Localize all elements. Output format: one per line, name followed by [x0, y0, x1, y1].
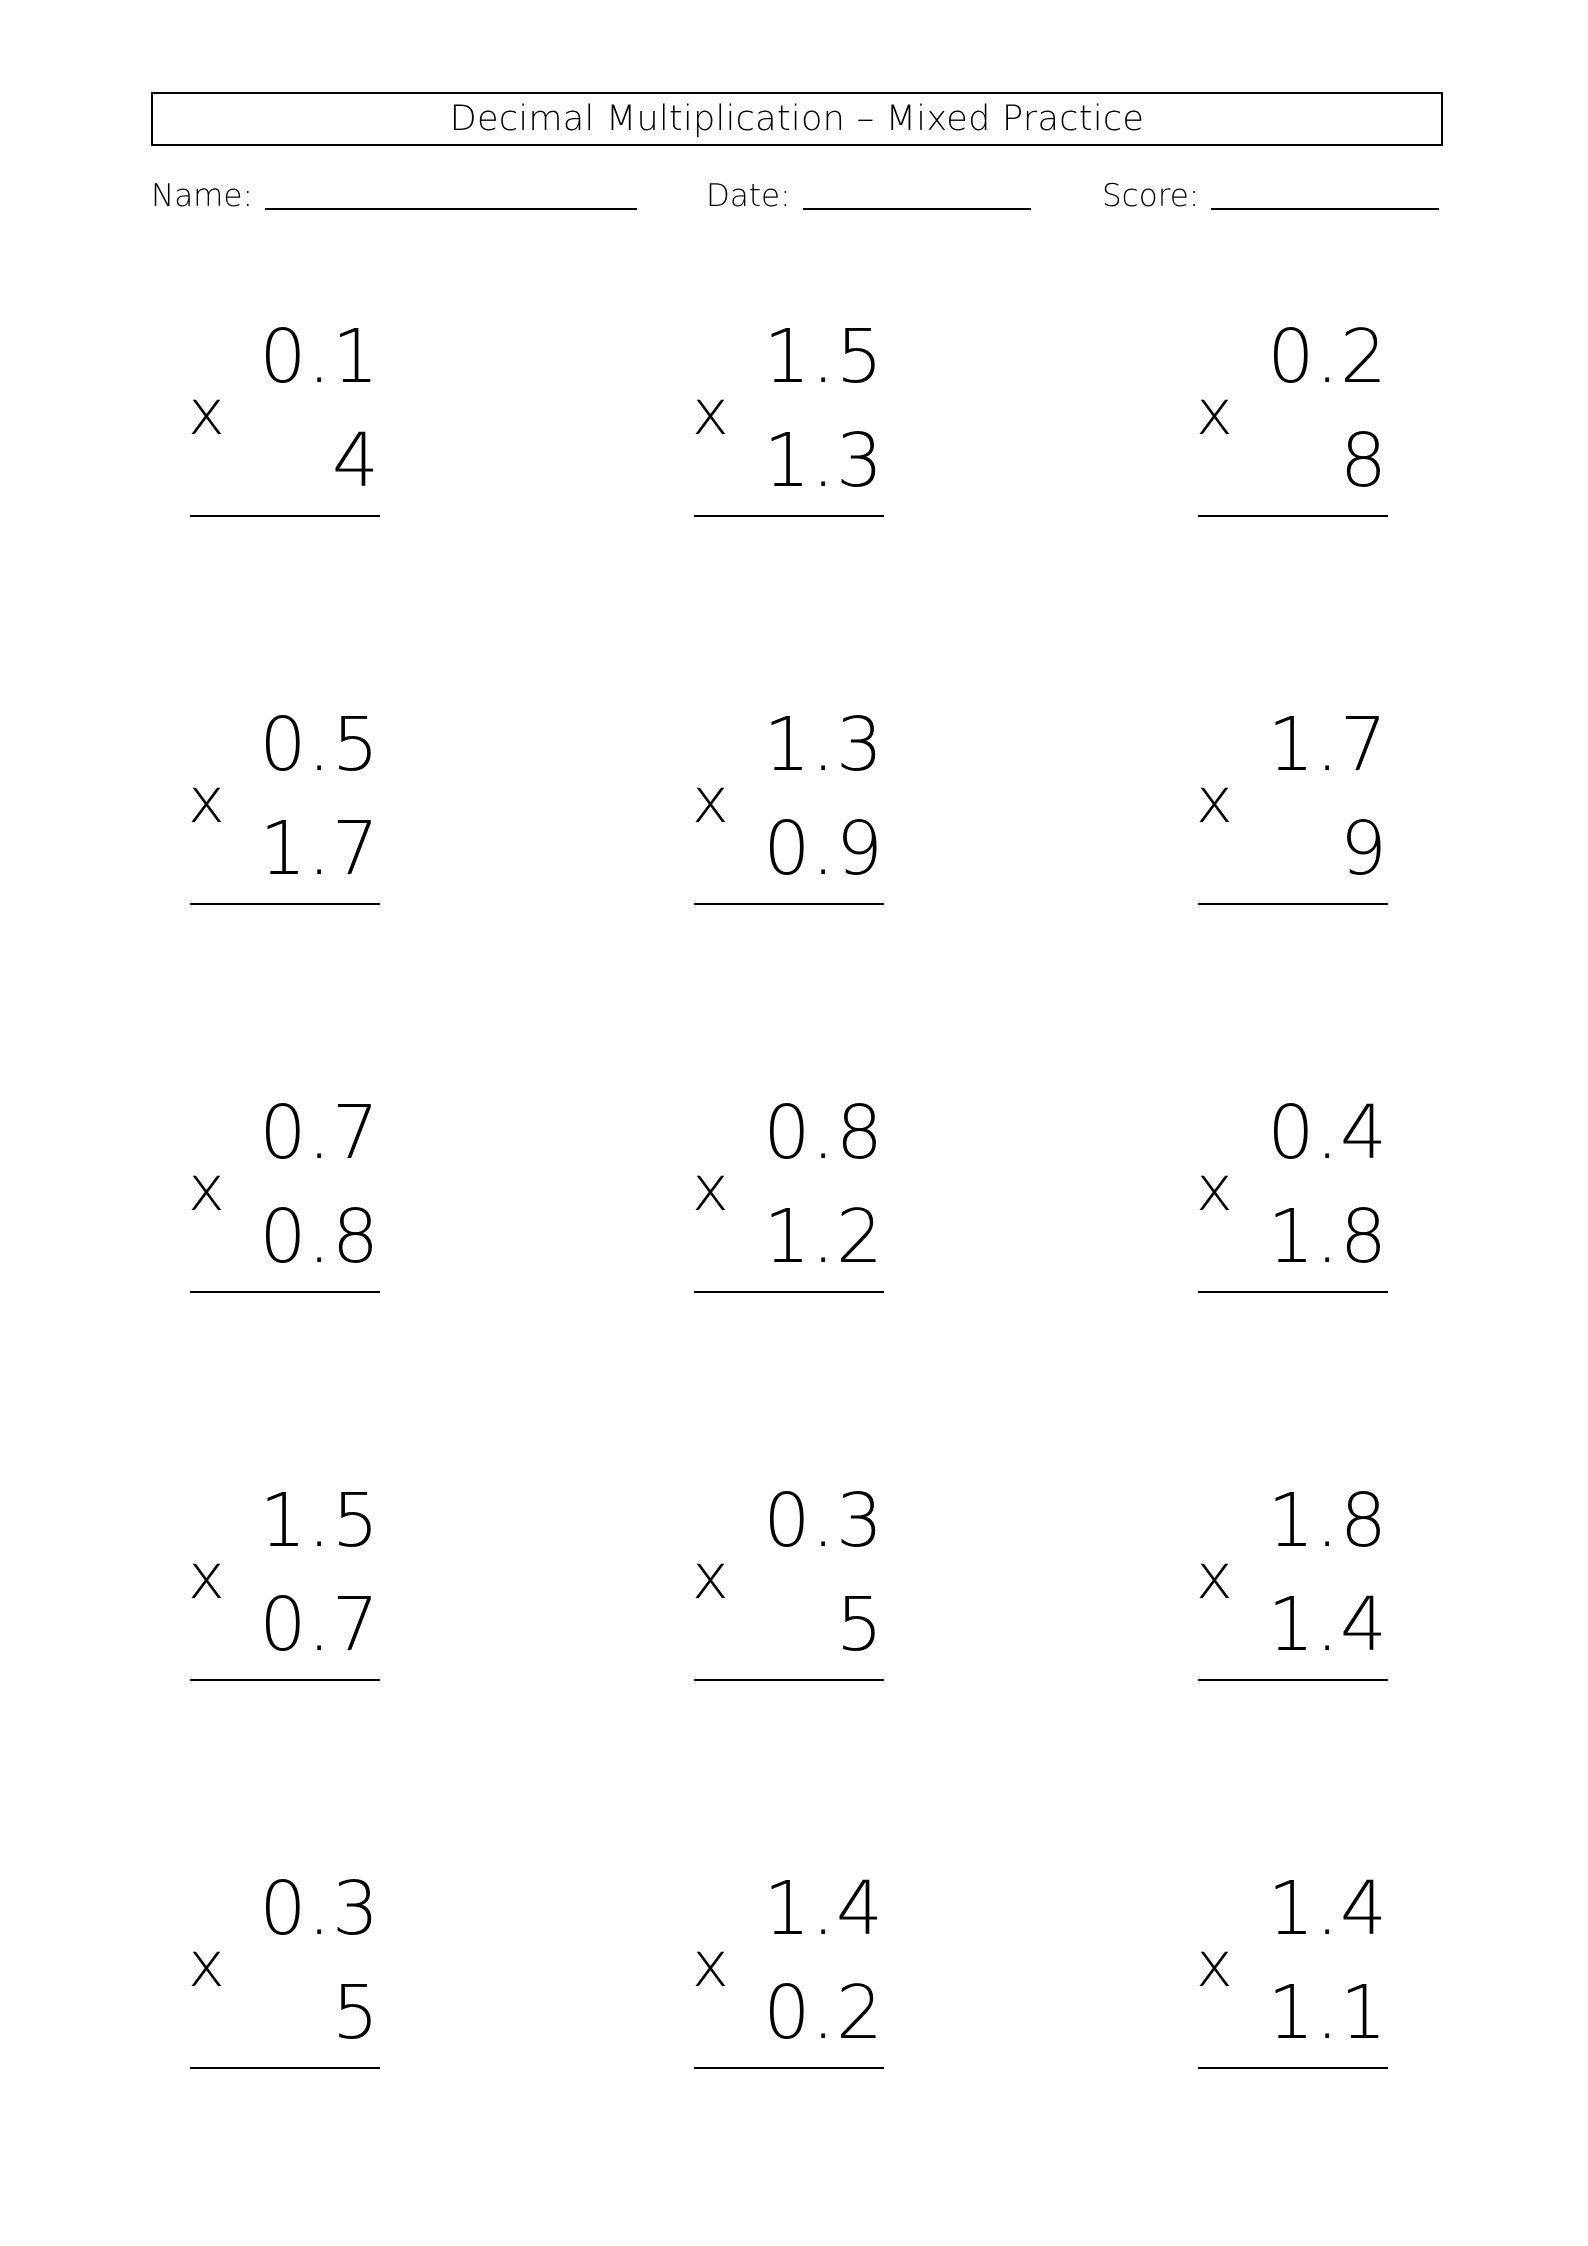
- answer-line[interactable]: [1198, 1679, 1388, 1681]
- multiply-sign: x: [1196, 376, 1233, 449]
- multiplier: 1.8: [1267, 1194, 1388, 1280]
- multiplier: 5: [331, 1970, 380, 2056]
- problem-11: [656, 1476, 916, 1696]
- multiplicand: 0.5: [259, 702, 380, 788]
- multiplicand: 0.4: [1267, 1090, 1388, 1176]
- problem-12: [1160, 1476, 1420, 1696]
- multiplier: 5: [835, 1582, 884, 1668]
- problem-13: [152, 1864, 412, 2084]
- multiplier: 8: [1339, 418, 1388, 504]
- name-field[interactable]: [151, 172, 637, 214]
- multiplier: 1.7: [259, 806, 380, 892]
- multiply-sign: x: [188, 1152, 225, 1225]
- multiplier: 1.2: [763, 1194, 884, 1280]
- multiplier: 1.3: [763, 418, 884, 504]
- multiplicand: 1.4: [1267, 1866, 1388, 1952]
- multiply-sign: x: [692, 376, 729, 449]
- problem-9: [1160, 1088, 1420, 1308]
- answer-line[interactable]: [694, 903, 884, 905]
- multiplicand: 1.4: [763, 1866, 884, 1952]
- answer-line[interactable]: [190, 515, 380, 517]
- multiplier: 4: [331, 418, 380, 504]
- multiply-sign: x: [1196, 1540, 1233, 1613]
- multiply-sign: x: [692, 764, 729, 837]
- answer-line[interactable]: [1198, 903, 1388, 905]
- multiply-sign: x: [188, 1928, 225, 2001]
- multiply-sign: x: [1196, 1152, 1233, 1225]
- answer-line[interactable]: [1198, 2067, 1388, 2069]
- answer-line[interactable]: [1198, 515, 1388, 517]
- score-label: Score:: [1102, 178, 1200, 214]
- score-blank-line[interactable]: [1211, 208, 1439, 210]
- multiplicand: 1.3: [763, 702, 884, 788]
- multiplicand: 0.8: [763, 1090, 884, 1176]
- multiplicand: 0.7: [259, 1090, 380, 1176]
- answer-line[interactable]: [190, 1291, 380, 1293]
- problem-6: [1160, 700, 1420, 920]
- problem-2: [656, 312, 916, 532]
- multiplier: 1.4: [1267, 1582, 1388, 1668]
- multiplicand: 1.5: [763, 314, 884, 400]
- answer-line[interactable]: [1198, 1291, 1388, 1293]
- multiplier: 1.1: [1267, 1970, 1388, 2056]
- problem-7: [152, 1088, 412, 1308]
- score-field[interactable]: [1102, 172, 1439, 214]
- multiplier: 0.2: [763, 1970, 884, 2056]
- problem-14: [656, 1864, 916, 2084]
- multiplicand: 1.5: [259, 1478, 380, 1564]
- multiplier: 9: [1339, 806, 1388, 892]
- multiplicand: 0.3: [259, 1866, 380, 1952]
- multiplicand: 0.3: [763, 1478, 884, 1564]
- answer-line[interactable]: [190, 2067, 380, 2069]
- multiply-sign: x: [692, 1152, 729, 1225]
- multiplicand: 1.7: [1267, 702, 1388, 788]
- multiply-sign: x: [188, 764, 225, 837]
- problem-4: [152, 700, 412, 920]
- problem-15: [1160, 1864, 1420, 2084]
- multiply-sign: x: [1196, 1928, 1233, 2001]
- multiplicand: 0.2: [1267, 314, 1388, 400]
- multiply-sign: x: [188, 376, 225, 449]
- problem-5: [656, 700, 916, 920]
- worksheet-title: Decimal Multiplication – Mixed Practice: [151, 92, 1443, 146]
- multiplicand: 1.8: [1267, 1478, 1388, 1564]
- multiplier: 0.9: [763, 806, 884, 892]
- date-field[interactable]: [706, 172, 1031, 214]
- answer-line[interactable]: [694, 1679, 884, 1681]
- date-blank-line[interactable]: [803, 208, 1031, 210]
- answer-line[interactable]: [190, 1679, 380, 1681]
- multiply-sign: x: [692, 1540, 729, 1613]
- problem-10: [152, 1476, 412, 1696]
- problem-8: [656, 1088, 916, 1308]
- multiplicand: 0.1: [259, 314, 380, 400]
- problem-1: [152, 312, 412, 532]
- answer-line[interactable]: [694, 2067, 884, 2069]
- answer-line[interactable]: [694, 1291, 884, 1293]
- name-blank-line[interactable]: [265, 208, 637, 210]
- multiply-sign: x: [1196, 764, 1233, 837]
- multiply-sign: x: [692, 1928, 729, 2001]
- multiplier: 0.8: [259, 1194, 380, 1280]
- answer-line[interactable]: [190, 903, 380, 905]
- problem-3: [1160, 312, 1420, 532]
- multiply-sign: x: [188, 1540, 225, 1613]
- date-label: Date:: [706, 178, 791, 214]
- multiplier: 0.7: [259, 1582, 380, 1668]
- answer-line[interactable]: [694, 515, 884, 517]
- name-label: Name:: [151, 178, 253, 214]
